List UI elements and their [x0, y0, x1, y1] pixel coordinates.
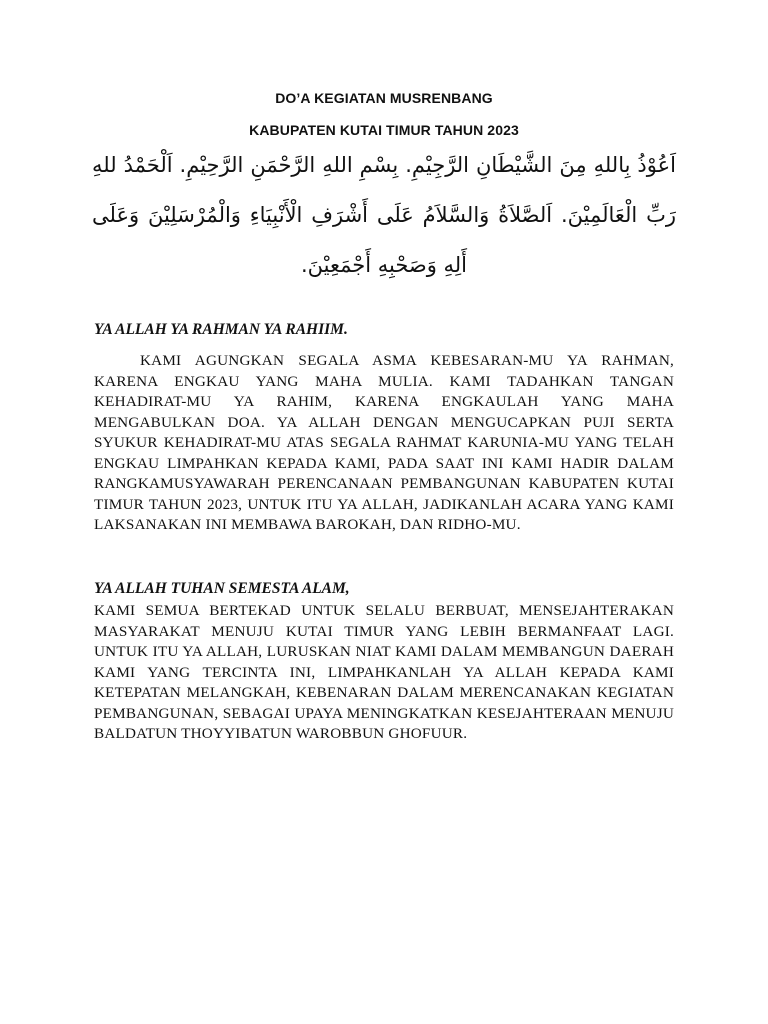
section-paragraph-rahman: KAMI AGUNGKAN SEGALA ASMA KEBESARAN-MU YA RAHMAN, KARENA ENGKAU YANG MAHA MULIA. KAMI TADAHKAN TANGAN KEHADIRAT-MU YA RAHIM, KARENA ENGKAULAH YANG MAHA MENGABULKAN DOA. YA ALLAH DENGAN MENGUCAPKAN PUJI SERTA SYUKUR KEHADIRAT-MU ATAS SEGALA RAHMAT KARUNIA-MU YANG TELAH ENGKAU LIMPAHKAN KEPADA KAMI, PADA SAAT INI KAMI HADIR DALAM RANGKAMUSYAWARAH PERENCANAAN PEMBANGUNAN KABUPATEN KUTAI TIMUR TAHUN 2023, UNTUK ITU YA ALLAH, JADIKANLAH ACARA YANG KAMI LAKSANAKAN INI MEMBAWA BAROKAH, DAN RIDHO-MU. [94, 352, 674, 533]
document-title: DO’A KEGIATAN MUSRENBANG [275, 90, 493, 106]
document-subtitle: KABUPATEN KUTAI TIMUR TAHUN 2023 [249, 122, 519, 138]
section-heading-rahman: YA ALLAH YA RAHMAN YA RAHIIM. [94, 321, 348, 338]
section-heading-semesta-alam: YA ALLAH TUHAN SEMESTA ALAM, [94, 580, 350, 597]
section-paragraph-semesta-alam: KAMI SEMUA BERTEKAD UNTUK SELALU BERBUAT, MENSEJAHTERAKAN MASYARAKAT MENUJU KUTAI TIMUR YANG LEBIH BERMANFAAT LAGI. UNTUK ITU YA ALLAH, LURUSKAN NIAT KAMI DALAM MEMBANGUN DAERAH KAMI YANG TERCINTA INI, LIMPAHKANLAH YA ALLAH KEPADA KAMI KETEPATAN MELANGKAH, KEBENARAN DALAM MERENCANAKAN KEGIATAN PEMBANGUNAN, SEBAGAI UPAYA MENINGKATKAN KESEJAHTERAAN MENUJU BALDATUN THOYYIBATUN WAROBBUN GHOFUUR. [94, 602, 674, 742]
arabic-opening-prayer: اَعُوْذُ بِاللهِ مِنَ الشَّيْطَانِ الرَّجِيْمِ. بِسْمِ اللهِ الرَّحْمَنِ الرَّحِيْمِ. اَلْحَمْدُ للهِ رَبِّ الْعَالَمِيْنَ. اَلصَّلاَةُ وَالسَّلاَمُ عَلَى أَشْرَفِ الْأَنْبِيَاءِ وَالْمُرْسَلِيْنَ وَعَلَى أَلِهِ وَصَحْبِهِ أَجْمَعِيْنَ. [92, 153, 676, 277]
